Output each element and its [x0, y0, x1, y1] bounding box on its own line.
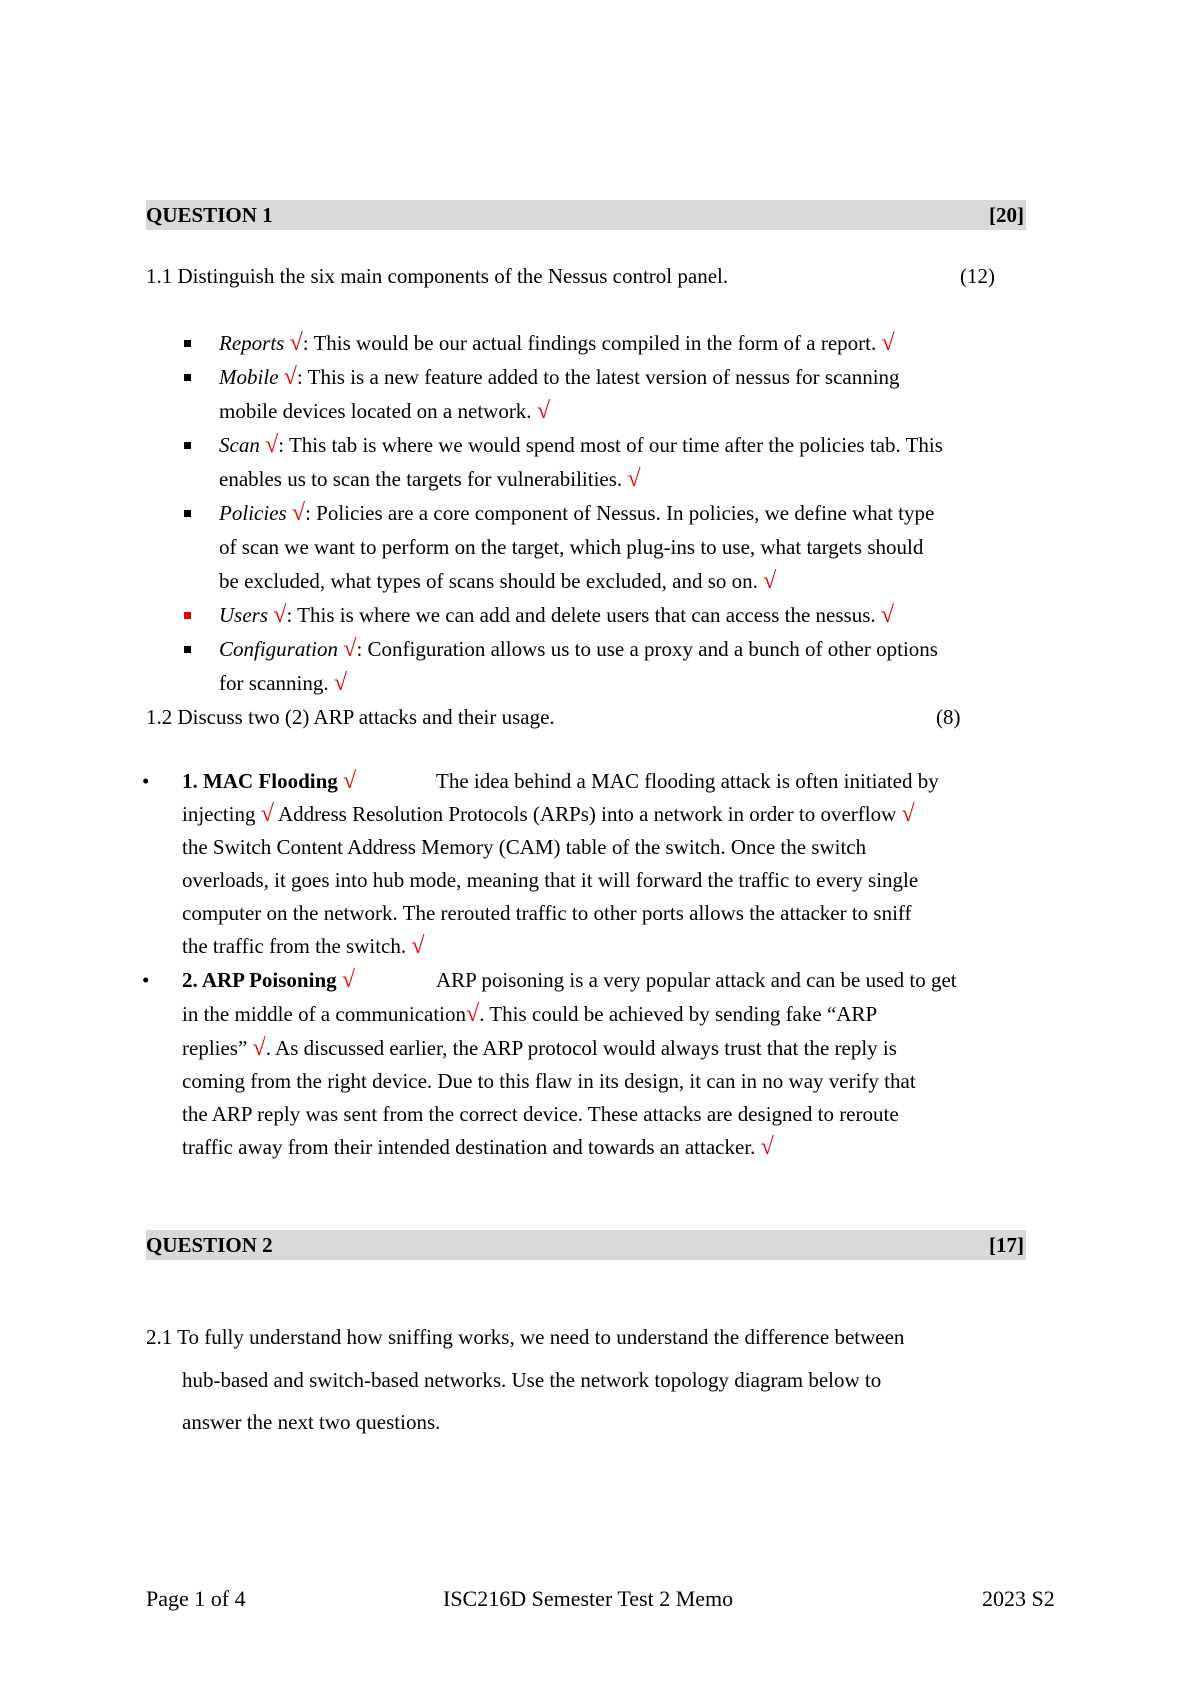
bullet-square-icon — [184, 442, 191, 449]
check-mark-icon: √ — [283, 364, 297, 390]
question-1-title: QUESTION 1 — [146, 203, 273, 227]
attack-desc-part: in the middle of a communication — [182, 1002, 467, 1026]
component-users: Users √: This is where we can add and delete users that can access the nessus. √ — [219, 602, 895, 628]
bullet-square-icon — [184, 510, 191, 517]
component-configuration-cont — [219, 667, 347, 700]
attack-desc-line: coming from the right device. Due to this flaw in its design, it can in no way verify that — [182, 1069, 916, 1093]
component-desc-line: This is a new feature added to the latest version of nessus for scanning — [307, 365, 900, 389]
question-1-marks: [20] — [989, 203, 1024, 227]
component-desc-line: Policies are a core component of Nessus. In policies, we define what type — [316, 501, 935, 525]
component-desc-line: for scanning. — [219, 671, 329, 695]
check-mark-icon: √ — [260, 801, 274, 827]
bullet-square-icon — [184, 340, 191, 347]
check-mark-icon: √ — [901, 801, 915, 827]
attack-desc-part: replies” — [182, 1036, 248, 1060]
component-desc-line: This tab is where we would spend most of our time after the policies tab. This — [288, 433, 943, 457]
attack-desc-line: The idea behind a MAC flooding attack is often initiated by — [436, 769, 939, 793]
check-mark-icon: √ — [343, 768, 357, 794]
check-mark-icon: √ — [289, 330, 303, 356]
component-policies: Policies √: Policies are a core component of Nessus. In policies, we define what type — [219, 500, 935, 526]
component-scan: Scan √: This tab is where we would spend most of our time after the policies tab. This — [219, 432, 943, 458]
component-term: Users — [219, 603, 269, 627]
check-mark-icon: √ — [291, 500, 306, 526]
component-desc-line: be excluded, what types of scans should be excluded, and so on. — [219, 569, 758, 593]
question-2-1-line: 2.1 To fully understand how sniffing works, we need to understand the difference between — [146, 1325, 905, 1349]
attack-desc-line: the ARP reply was sent from the correct device. These attacks are designed to reroute — [182, 1102, 899, 1126]
attack-desc-part: the traffic from the switch. — [182, 934, 407, 958]
footer-document-title: ISC216D Semester Test 2 Memo — [443, 1586, 734, 1611]
question-2-marks: [17] — [989, 1233, 1024, 1257]
question-2-1-line: answer the next two questions. — [182, 1410, 441, 1434]
component-desc-line: This is where we can add and delete users that can access the nessus. — [297, 603, 876, 627]
bullet-square-icon — [184, 374, 191, 381]
attack-mac-flooding — [182, 765, 356, 798]
footer-term: 2023 S2 — [982, 1586, 1055, 1611]
component-reports: Reports √: This would be our actual findings compiled in the form of a report. √ — [219, 330, 895, 356]
attack-heading: 2. ARP Poisoning — [182, 968, 337, 992]
component-desc-line: of scan we want to perform on the target, which plug-ins to use, what targets should — [219, 535, 924, 559]
attack-desc-line: the Switch Content Address Memory (CAM) table of the switch. Once the switch — [182, 835, 867, 859]
check-mark-icon: √ — [763, 568, 777, 594]
question-2-header — [146, 1230, 1026, 1260]
check-mark-icon: √ — [536, 398, 550, 424]
check-mark-icon: √ — [252, 1035, 266, 1061]
attack-desc-part: . As discussed earlier, the ARP protocol would always trust that the reply is — [265, 1036, 897, 1060]
component-term: Reports — [219, 331, 285, 355]
component-desc-line: This would be our actual findings compiled in the form of a report. — [313, 331, 877, 355]
attack-desc-line — [182, 798, 915, 831]
check-mark-icon: √ — [411, 933, 425, 959]
attack-arp-poisoning — [182, 964, 355, 997]
question-1-1-text: 1.1 Distinguish the six main components of the Nessus control panel. — [146, 264, 729, 288]
check-mark-icon: √ — [333, 670, 348, 696]
attack-desc-part: . This could be achieved by sending fake “ARP — [479, 1002, 878, 1026]
component-desc-line: Configuration allows us to use a proxy and a bunch of other options — [367, 637, 938, 661]
component-term: Configuration — [219, 637, 339, 661]
question-1-2-marks: (8) — [936, 705, 961, 729]
check-mark-icon: √ — [273, 602, 287, 628]
question-1-2-text: 1.2 Discuss two (2) ARP attacks and their usage. — [146, 705, 555, 729]
component-scan-cont — [219, 463, 641, 496]
attack-heading: 1. MAC Flooding — [182, 769, 338, 793]
attack-desc-line — [182, 930, 425, 963]
attack-desc-line: computer on the network. The rerouted traffic to other ports allows the attacker to sniff — [182, 901, 912, 925]
component-policies-cont — [219, 565, 776, 598]
bullet-square-icon — [184, 612, 191, 619]
attack-desc-line: overloads, it goes into hub mode, meaning that it will forward the traffic to every single — [182, 868, 919, 892]
attack-desc-line — [182, 1032, 897, 1065]
attack-desc-part: traffic away from their intended destination and towards an attacker. — [182, 1135, 756, 1159]
check-mark-icon: √ — [880, 602, 895, 628]
question-1-1-marks: (12) — [960, 264, 995, 288]
component-desc-line: mobile devices located on a network. — [219, 399, 532, 423]
component-mobile: Mobile √: This is a new feature added to the latest version of nessus for scanning — [219, 364, 900, 390]
component-term: Scan — [219, 433, 260, 457]
component-term: Mobile — [219, 365, 279, 389]
question-2-title: QUESTION 2 — [146, 1233, 273, 1257]
footer-page-number: Page 1 of 4 — [146, 1586, 246, 1611]
question-1-header — [146, 200, 1026, 230]
check-mark-icon: √ — [627, 466, 641, 492]
component-desc-line: enables us to scan the targets for vulnerabilities. — [219, 467, 623, 491]
check-mark-icon: √ — [760, 1134, 774, 1160]
bullet-dot-icon: • — [142, 769, 150, 793]
component-mobile-cont — [219, 395, 550, 428]
component-term: Policies — [219, 501, 287, 525]
attack-desc-line: ARP poisoning is a very popular attack and can be used to get — [436, 968, 957, 992]
component-configuration: Configuration √: Configuration allows us to use a proxy and a bunch of other options — [219, 636, 938, 662]
bullet-square-icon — [184, 646, 191, 653]
attack-desc-line — [182, 1131, 774, 1164]
check-mark-icon: √ — [341, 967, 356, 993]
bullet-dot-icon: • — [142, 968, 150, 992]
check-mark-icon: √ — [466, 1001, 480, 1027]
check-mark-icon: √ — [265, 432, 279, 458]
attack-desc-part: Address Resolution Protocols (ARPs) into a network in order to overflow — [278, 802, 897, 826]
check-mark-icon: √ — [881, 330, 895, 356]
attack-desc-line — [182, 998, 877, 1031]
check-mark-icon: √ — [343, 636, 357, 662]
component-policies-cont — [219, 531, 923, 564]
question-2-1-line: hub-based and switch-based networks. Use the network topology diagram below to — [182, 1368, 882, 1392]
attack-desc-part: injecting — [182, 802, 256, 826]
